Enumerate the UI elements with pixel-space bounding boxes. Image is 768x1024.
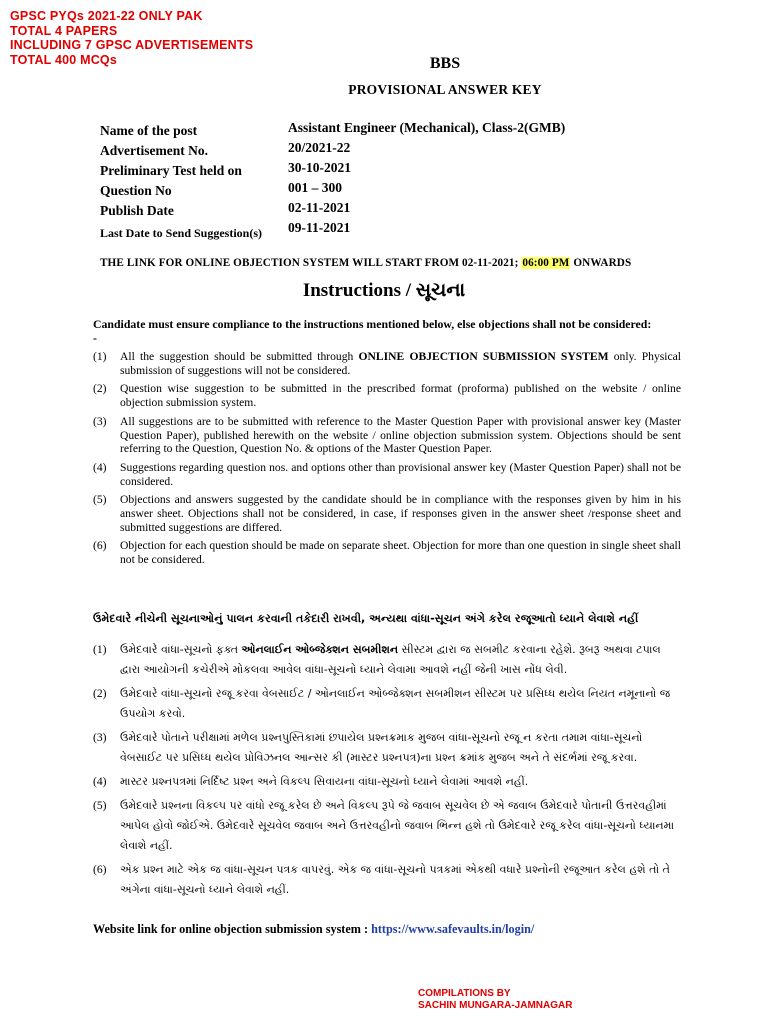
english-instructions bbox=[93, 350, 681, 572]
list-item bbox=[93, 728, 681, 768]
gujarati-instructions bbox=[93, 640, 681, 904]
english-intro: Candidate must ensure compliance to the instructions mentioned below, else objections shall not be considered: - bbox=[93, 317, 652, 345]
item-number: (6) bbox=[93, 539, 107, 553]
stamp-line: INCLUDING 7 GPSC ADVERTISEMENTS bbox=[10, 38, 254, 52]
item-text: સીસ્ટમ દ્વારા જ સબમીટ કરવાના રહેશે. રૂબરૂ અથવા ટપાલ દ્વારા આયોગની કચેરીએ મોકલવા આવેલ વાંધા-સૂચનો ધ્યાને લેવામા આવશે નહીં જેની ખાસ નોંધ લેવી. bbox=[120, 643, 661, 676]
credit-line: SACHIN MUNGARA-JAMNAGAR bbox=[418, 999, 573, 1011]
gujarati-intro: ઉમેદવારે નીચેની સૂચનાઓનું પાલન કરવાની તકેદારી રાખવી, અન્યથા વાંધા-સૂચન અંગે કરેલ રજૂઆતો ધ્યાને લેવાશે નહીં bbox=[93, 612, 639, 625]
item-number: (4) bbox=[93, 775, 107, 788]
compiler-credit bbox=[418, 988, 572, 1011]
detail-key: Last Date to Send Suggestion(s) bbox=[100, 226, 263, 240]
list-item bbox=[93, 772, 681, 792]
detail-row bbox=[100, 220, 740, 240]
detail-key: Preliminary Test held on bbox=[100, 163, 242, 178]
item-text: ઉમેદવારે પોતાને પરીક્ષામાં મળેલ પ્રશ્નપુસ્તિકામાં છપાયેલ પ્રશ્નક્રમાક મુજબ વાંધા-સૂચનો રજૂ ન કરતા તમામ વાંધા-સૂચનો વેબસાઈટ પર પ્રસિધ્ધ થયેલ પ્રોવિઝનલ આન્સર કી (માસ્ટર પ્રશ્નપત્ર)ના પ્રશ્ન ક્રમાંક મુજબ અને તે સંદર્ભમાં રજૂ કરવા. bbox=[120, 731, 643, 764]
item-text: Suggestions regarding question nos. and options other than provisional answer key (Master Question Paper) shall not be considered. bbox=[120, 460, 681, 488]
list-item bbox=[93, 493, 681, 534]
detail-key: Publish Date bbox=[100, 203, 174, 218]
stamp-line: TOTAL 4 PAPERS bbox=[10, 23, 118, 38]
item-number: (5) bbox=[93, 493, 107, 507]
item-text: એક પ્રશ્ન માટે એક જ વાંધા-સૂચન પત્રક વાપરવું. એક જ વાંધા-સૂચનો પત્રકમાં એકથી વધારે પ્રશ્નોની રજૂઆત કરેલ હશે તો તે અંગેના વાંધા-સૂચનો ધ્યાને લેવાશે નહીં. bbox=[120, 863, 670, 896]
item-number: (2) bbox=[93, 687, 107, 700]
item-number: (5) bbox=[93, 799, 107, 812]
detail-key: Name of the post bbox=[100, 123, 198, 138]
list-item bbox=[93, 350, 681, 377]
detail-row bbox=[100, 140, 740, 160]
item-bold-text: ઓનલાઈન ઓબ્જેક્શન સબમીશન bbox=[241, 643, 399, 656]
item-text: ઉમેદવારે પ્રશ્નના વિકલ્પ પર વાંધો રજૂ કરેલ છે અને વિકલ્પ રૂપે જે જવાબ સૂચવેલ છે એ જવાબ ઉમેદવારે પોતાની ઉત્તરવહીમાં આપેલ હોવો જોઈએ. ઉમેદવારે સૂચવેલ જવાબ અને ઉત્તરવહીનો જવાબ ભિન્ન હશે તો ઉમેદવારે રજૂ કરેલ વાંધા-સૂચનો ધ્યાનમા લેવાશે નહીં. bbox=[120, 799, 675, 852]
detail-row bbox=[100, 120, 740, 140]
item-text: ઉમેદવારે વાંધા-સૂચનો ફક્ત bbox=[120, 643, 242, 656]
detail-key: Advertisement No. bbox=[100, 143, 208, 158]
item-text: Objections and answers suggested by the candidate should be in compliance with the responses given by him in his answer sheet. Objections shall not be considered, in case, if responses given in the answer sheet /response sheet and submitted suggestions are differed. bbox=[120, 493, 681, 534]
item-number: (3) bbox=[93, 731, 107, 744]
item-number: (6) bbox=[93, 863, 107, 876]
item-text: Objection for each question should be made on separate sheet. Objection for more than one question in single sheet shall not be considered. bbox=[120, 539, 681, 567]
list-item bbox=[93, 539, 681, 566]
detail-row bbox=[100, 160, 740, 180]
organization-name: BBS bbox=[429, 55, 461, 72]
item-text: Question wise suggestion to be submitted in the prescribed format (proforma) published on the website / online objection submission system. bbox=[120, 382, 681, 410]
instructions-heading: Instructions / સૂચના bbox=[302, 280, 466, 301]
list-item bbox=[93, 640, 681, 680]
list-item bbox=[93, 461, 681, 488]
notice-text: THE LINK FOR ONLINE OBJECTION SYSTEM WILL START FROM 02-11-2021; bbox=[100, 257, 519, 269]
detail-value: 09-11-2021 bbox=[288, 220, 351, 235]
detail-value: 001 – 300 bbox=[288, 180, 342, 195]
stamp-line: TOTAL 400 MCQs bbox=[10, 52, 117, 67]
detail-value: 02-11-2021 bbox=[288, 200, 351, 215]
item-number: (1) bbox=[93, 350, 107, 363]
item-number: (1) bbox=[93, 643, 107, 656]
website-label: Website link for online objection submission system : bbox=[93, 922, 369, 936]
detail-row bbox=[100, 200, 740, 220]
detail-value: Assistant Engineer (Mechanical), Class-2(GMB) bbox=[288, 120, 566, 135]
exam-details bbox=[100, 120, 740, 240]
stamp-line: GPSC PYQs 2021-22 ONLY PAK bbox=[10, 9, 203, 23]
website-link[interactable]: https://www.safevaults.in/login/ bbox=[371, 922, 535, 936]
item-number: (2) bbox=[93, 382, 107, 396]
website-line bbox=[93, 922, 534, 937]
detail-row bbox=[100, 180, 740, 200]
document-subtitle: PROVISIONAL ANSWER KEY bbox=[348, 82, 542, 97]
detail-value: 30-10-2021 bbox=[288, 160, 351, 175]
item-text: All suggestions are to be submitted with reference to the Master Question Paper with provisional answer key (Master Question Paper), published herewith on the website / online objection submission system. Objections should be sent referring to the Question, Question No. & options of the Master Question Paper. bbox=[120, 414, 681, 456]
detail-value: 20/2021-22 bbox=[288, 140, 351, 155]
detail-key: Question No bbox=[100, 183, 172, 198]
item-number: (3) bbox=[93, 414, 107, 428]
item-text: only. Physical submission of suggestions will not be considered. bbox=[120, 350, 681, 377]
objection-link-notice bbox=[100, 257, 631, 269]
item-text: માસ્ટર પ્રશ્નપત્રમાં નિર્દિષ્ટ પ્રશ્ન અને વિકલ્પ સિવાયના વાંધા-સૂચનો ધ્યાને લેવામાં આવશે નહીં. bbox=[120, 775, 529, 788]
highlighted-time: 06:00 PM bbox=[522, 257, 570, 269]
item-bold-text: ONLINE OBJECTION SUBMISSION SYSTEM bbox=[358, 350, 609, 363]
list-item bbox=[93, 860, 681, 900]
item-text: All the suggestion should be submitted through bbox=[120, 350, 359, 363]
list-item bbox=[93, 684, 681, 724]
list-item bbox=[93, 796, 681, 856]
list-item bbox=[93, 415, 681, 456]
notice-text: ONWARDS bbox=[573, 257, 632, 269]
list-item bbox=[93, 382, 681, 409]
item-text: ઉમેદવારે વાંધા-સૂચનો રજૂ કરવા વેબસાઈટ / ઓનલાઈન ઓબ્જેક્શન સબમીશન સીસ્ટમ પર પ્રસિધ્ધ થયેલ નિયત નમૂનાનો જ ઉપયોગ કરવો. bbox=[120, 687, 671, 720]
credit-line: COMPILATIONS BY bbox=[418, 988, 511, 999]
item-number: (4) bbox=[93, 460, 107, 474]
